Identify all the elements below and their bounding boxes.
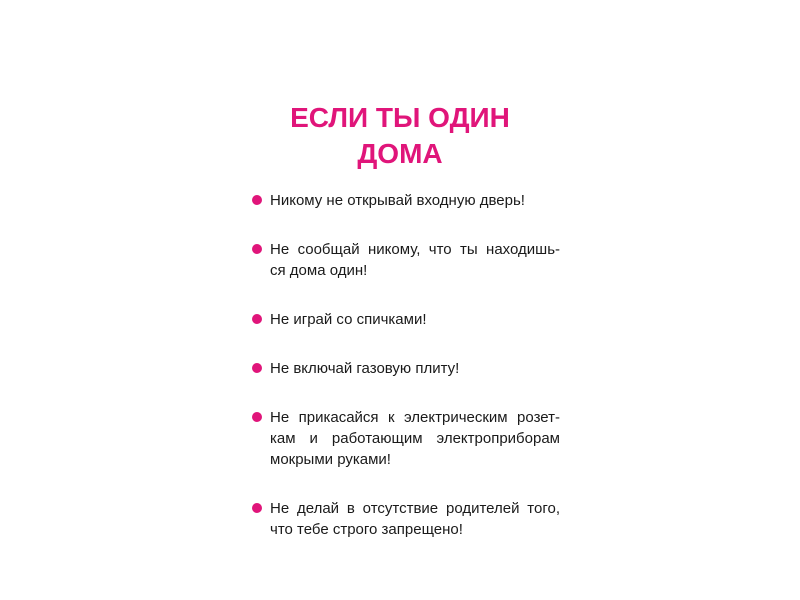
- list-item: [250, 498, 560, 540]
- rule-line: Не включай газовую плиту!: [270, 360, 460, 377]
- list-item: [250, 358, 560, 379]
- bullet-dot-icon: [252, 363, 262, 373]
- rule-line: кам и работающим электроприборам: [270, 430, 560, 447]
- rule-line: что тебе строго запрещено!: [270, 521, 463, 538]
- bullet-dot-icon: [252, 195, 262, 205]
- rule-text: [270, 358, 560, 379]
- list-item: [250, 309, 560, 330]
- rule-text: [270, 239, 560, 281]
- title-line-2: ДОМА: [357, 138, 443, 169]
- rule-text: [270, 407, 560, 470]
- page-title: [250, 100, 550, 172]
- bullet-dot-icon: [252, 314, 262, 324]
- list-item: [250, 239, 560, 281]
- rule-line: Не делай в отсутствие родителей того,: [270, 500, 560, 517]
- rule-text: [270, 309, 560, 330]
- rule-line: Не сообщай никому, что ты находишь-: [270, 241, 560, 258]
- rule-text: [270, 190, 560, 211]
- bullet-dot-icon: [252, 503, 262, 513]
- bullet-dot-icon: [252, 412, 262, 422]
- safety-rules-list: [250, 190, 560, 568]
- rule-line: Не прикасайся к электрическим розет-: [270, 409, 560, 426]
- title-line-1: ЕСЛИ ТЫ ОДИН: [290, 102, 510, 133]
- bullet-dot-icon: [252, 244, 262, 254]
- list-item: [250, 407, 560, 470]
- list-item: [250, 190, 560, 211]
- rule-line: мокрыми руками!: [270, 451, 391, 468]
- rule-line: ся дома один!: [270, 262, 368, 279]
- rule-line: Никому не открывай входную дверь!: [270, 192, 525, 209]
- rule-text: [270, 498, 560, 540]
- rule-line: Не играй со спичками!: [270, 311, 427, 328]
